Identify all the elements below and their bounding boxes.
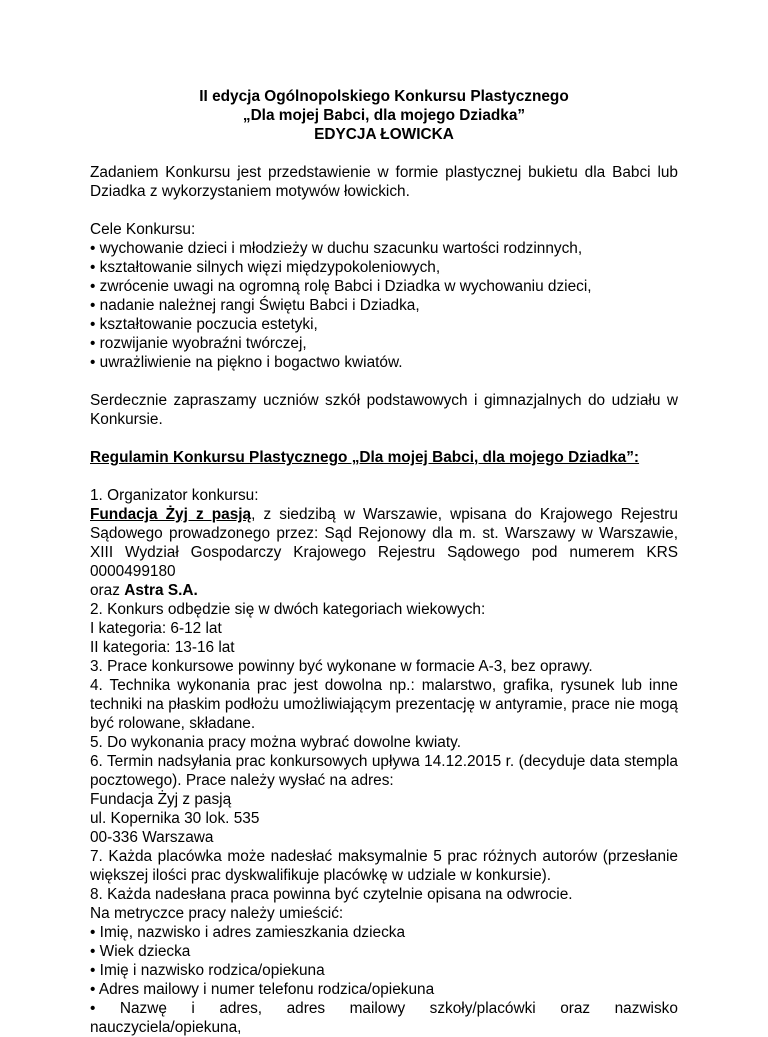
title-line-1: II edycja Ogólnopolskiego Konkursu Plastycznego [199, 88, 569, 105]
address-line-2: ul. Kopernika 30 lok. 535 [90, 810, 260, 827]
organizer-name: Fundacja Żyj z pasją [90, 506, 252, 523]
goals-heading: Cele Konkursu: [90, 221, 196, 238]
rule-1-heading: 1. Organizator konkursu: [90, 487, 259, 504]
rule-3: 3. Prace konkursowe powinny być wykonane w formacie A-3, bez oprawy. [90, 658, 593, 675]
rule-2-category-2: II kategoria: 13-16 lat [90, 639, 235, 656]
goal-item: • kształtowanie silnych więzi międzypokoleniowych, [90, 259, 441, 276]
metric-item: • Wiek dziecka [90, 943, 191, 960]
title-line-2: „Dla mojej Babci, dla mojego Dziadka” [242, 107, 526, 124]
invitation-paragraph: Serdecznie zapraszamy uczniów szkół podstawowych i gimnazjalnych do udziału w Konkursie. [90, 392, 678, 428]
word: szkoły/placówki [429, 1000, 536, 1017]
partner-name: Astra S.A. [124, 582, 198, 599]
word: • [90, 1000, 96, 1017]
rule-4: 4. Technika wykonania prac jest dowolna np.: malarstwo, grafika, rysunek lub inne techniki na płaskim podłożu umożliwiającym prezentację w antyramie, prace nie mogą być rolowane, składane. [90, 677, 678, 732]
rule-5: 5. Do wykonania pracy można wybrać dowolne kwiaty. [90, 734, 461, 751]
rule-8-subheading: Na metryczce pracy należy umieścić: [90, 905, 344, 922]
word: adres, [219, 1000, 263, 1017]
word: i [191, 1000, 195, 1017]
rule-8: 8. Każda nadesłana praca powinna być czytelnie opisana na odwrocie. [90, 886, 573, 903]
goal-item: • zwrócenie uwagi na ogromną rolę Babci i Dziadka w wychowaniu dzieci, [90, 278, 592, 295]
metric-item: • Imię i nazwisko rodzica/opiekuna [90, 962, 325, 979]
rule-1-organizer [90, 505, 678, 581]
rule-1-partner [90, 581, 678, 600]
word: oraz [560, 1000, 591, 1017]
goal-item: • uwrażliwienie na piękno i bogactwo kwiatów. [90, 354, 403, 371]
metric-item: • Imię, nazwisko i adres zamieszkania dziecka [90, 924, 406, 941]
word: nazwisko [614, 1000, 678, 1017]
goal-item: • nadanie należnej rangi Świętu Babci i Dziadka, [90, 297, 420, 314]
goal-item: • kształtowanie poczucia estetyki, [90, 316, 318, 333]
address-line-3: 00-336 Warszawa [90, 829, 214, 846]
intro-paragraph: Zadaniem Konkursu jest przedstawienie w formie plastycznej bukietu dla Babci lub Dziadka z wykorzystaniem motywów łowickich. [90, 164, 678, 200]
document-content [90, 87, 678, 1037]
goal-item: • rozwijanie wyobraźni twórczej, [90, 335, 307, 352]
metric-item-last-continuation: nauczyciela/opiekuna, [90, 1019, 242, 1036]
rule-2: 2. Konkurs odbędzie się w dwóch kategoriach wiekowych: [90, 601, 486, 618]
rule-7: 7. Każda placówka może nadesłać maksymalnie 5 prac różnych autorów (przesłanie większej ilości prac dyskwalifikuje placówkę w udziale w konkursie). [90, 848, 678, 884]
rules-title: Regulamin Konkursu Plastycznego „Dla mojej Babci, dla mojego Dziadka”: [90, 449, 640, 466]
word: mailowy [349, 1000, 406, 1017]
word: Nazwę [119, 1000, 167, 1017]
goal-item: • wychowanie dzieci i młodzieży w duchu szacunku wartości rodzinnych, [90, 240, 583, 257]
rule-6: 6. Termin nadsyłania prac konkursowych upływa 14.12.2015 r. (decyduje data stempla pocztowego). Prace należy wysłać na adres: [90, 753, 678, 789]
word: adres [286, 1000, 326, 1017]
metric-item-last [90, 999, 678, 1018]
rule-2-category-1: I kategoria: 6-12 lat [90, 620, 222, 637]
address-line-1: Fundacja Żyj z pasją [90, 791, 232, 808]
organizer-details: , z siedzibą w Warszawie, wpisana do Krajowego Rejestru Sądowego prowadzonego przez: Sąd Rejonowy dla m. st. Warszawy w Warszawie, XIII Wydział Gospodarczy Krajowego Rejestru Sądowego pod numerem KRS 0000499180 [90, 506, 678, 580]
partner-prefix: oraz [90, 582, 125, 599]
title-line-3: EDYCJA ŁOWICKA [314, 126, 454, 143]
metric-item: • Adres mailowy i numer telefonu rodzica/opiekuna [90, 981, 435, 998]
